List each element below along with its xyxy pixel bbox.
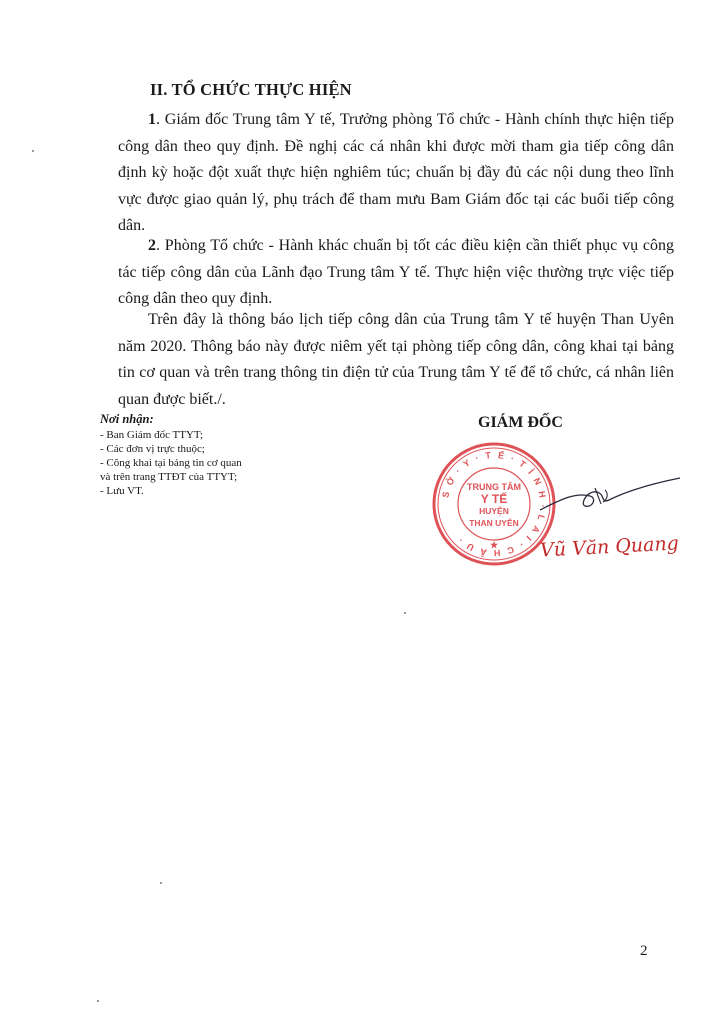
paragraph-1-text: . Giám đốc Trung tâm Y tế, Trưởng phòng Tổ chức - Hành chính thực hiện tiếp công dân theo quy định. Đề nghị các cá nhân khi được mời tham gia tiếp công dân định kỳ hoặc đột xuất thực hiện nghiêm túc; chuẩn bị đầy đủ các nội dung theo lĩnh vực được giao quản lý, phụ trách để tham mưu Bam Giám đốc tại các buổi tiếp công dân.: [118, 111, 674, 234]
closing-paragraph: Trên đây là thông báo lịch tiếp công dân của Trung tâm Y tế huyện Than Uyên năm 2020. Thông báo này được niêm yết tại phòng tiếp công dân, công khai tại bảng tin cơ quan và trên trang thông tin điện tử của Trung tâm Y tế để tổ chức, cá nhân liên quan được biết./.: [118, 311, 674, 408]
paragraph-1-number: 1: [148, 111, 156, 128]
paragraph-2-number: 2: [148, 237, 156, 254]
scan-speck: [32, 150, 34, 152]
svg-text:HUYỆN: HUYỆN: [479, 506, 509, 516]
handwritten-signature: [535, 470, 685, 530]
scan-speck: [97, 1000, 99, 1002]
recipient-item: - Ban Giám đốc TTYT;: [100, 429, 204, 441]
svg-text:TRUNG TÂM: TRUNG TÂM: [467, 482, 521, 492]
signer-name: Vũ Văn Quang: [539, 532, 680, 562]
signer-title: GIÁM ĐỐC: [478, 414, 563, 431]
paragraph-2: [118, 233, 674, 313]
section-heading: II. TỔ CHỨC THỰC HIỆN: [150, 80, 352, 99]
scan-speck: [160, 882, 162, 884]
recipient-item: - Lưu VT.: [100, 485, 144, 497]
svg-text:S Ở · Y · T Ế · T Ỉ N H: S Ở · Y · T Ế · T Ỉ N H · L A I · C H Â U ·: [440, 449, 549, 559]
recipients-block: [100, 412, 400, 498]
page-number: 2: [640, 943, 648, 959]
svg-text:THAN UYÊN: THAN UYÊN: [469, 518, 519, 528]
paragraph-1: [118, 107, 674, 240]
recipient-item: và trên trang TTĐT của TTYT;: [100, 471, 238, 483]
svg-text:★: ★: [489, 540, 499, 550]
svg-text:Y TẾ: Y TẾ: [480, 492, 508, 506]
recipient-item: - Các đơn vị trực thuộc;: [100, 443, 205, 455]
paragraph-2-text: . Phòng Tổ chức - Hành khác chuẩn bị tốt các điều kiện cần thiết phục vụ công tác tiếp công dân của Lãnh đạo Trung tâm Y tế. Thực hiện việc thường trực việc tiếp công dân theo quy định.: [118, 237, 674, 307]
recipient-item: - Công khai tại bảng tin cơ quan: [100, 457, 242, 469]
recipients-title: Nơi nhận:: [100, 412, 154, 426]
scan-speck: [404, 612, 406, 614]
